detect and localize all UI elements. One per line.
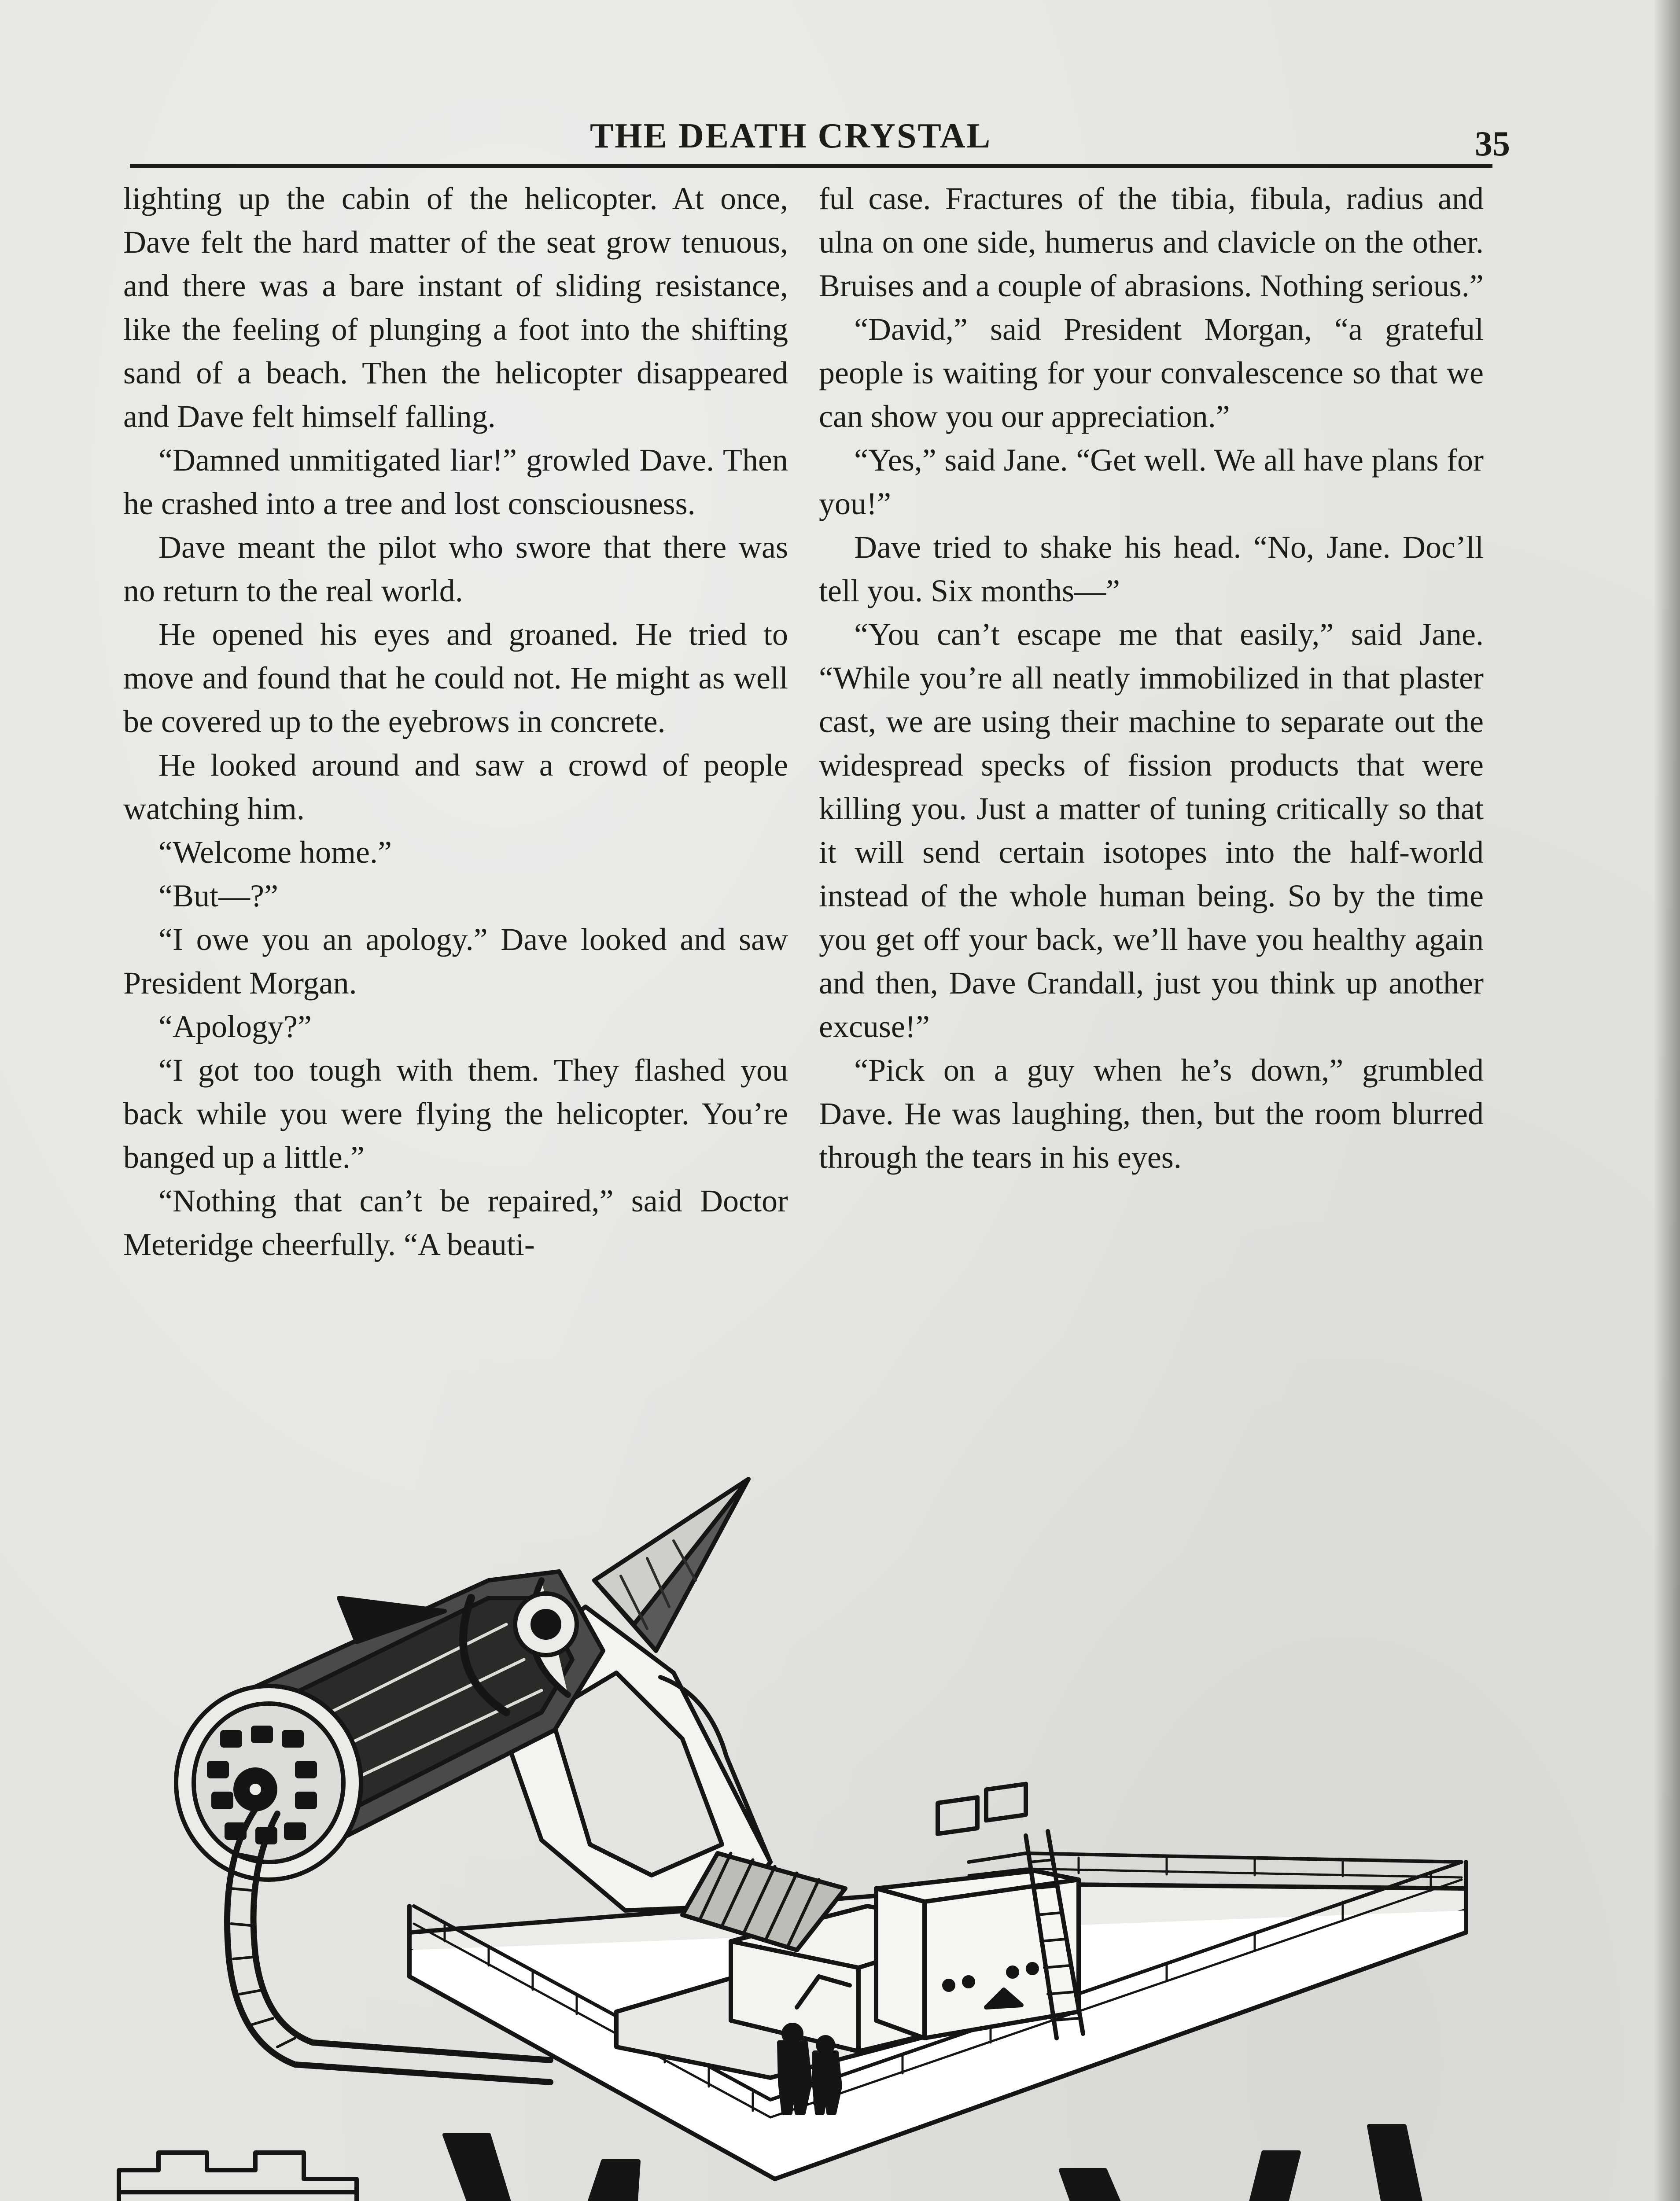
page-number: 35	[1475, 125, 1510, 163]
paragraph: Dave meant the pilot who swore that there was no return to the real world.	[123, 530, 788, 608]
paragraph: He looked around and saw a crowd of people watching him.	[123, 747, 788, 826]
paragraph: “Welcome home.”	[158, 835, 392, 870]
paragraph: He opened his eyes and groaned. He tried to move and found that he could not. He might as well be covered up to the eyebrows in concrete.	[123, 617, 788, 739]
machine-illustration	[110, 1466, 1492, 2201]
paragraph: lighting up the cabin of the helicopter. At once, Dave felt the hard matter of the seat grow tenuous, and there was a bare instant of sliding resistance, like the feeling of plunging a foot into the shifting sand of a beach. Then the helicopter disappeared and Dave felt himself falling.	[123, 181, 788, 434]
control-console	[876, 1784, 1079, 2038]
page-title: THE DEATH CRYSTAL	[590, 117, 992, 155]
paragraph: “I owe you an apology.” Dave looked and saw President Morgan.	[123, 922, 788, 1001]
paragraph: “Apology?”	[158, 1009, 312, 1044]
paragraph: “David,” said President Morgan, “a grateful people is waiting for your convalescence so that we can show you our appreciation.”	[819, 312, 1484, 434]
machine-cone	[594, 1479, 748, 1651]
paragraph: “Pick on a guy when he’s down,” grumbled Dave. He was laughing, then, but the room blurred through the tears in his eyes.	[819, 1053, 1484, 1175]
platform-supports	[445, 2126, 1440, 2201]
paragraph: “You can’t escape me that easily,” said Jane. “While you’re all neatly immobilized in that plaster cast, we are using their machine to separate out the widespread specks of fission products that were killing you. Just a matter of tuning critically so that it will send certain isotopes into the half-world instead of the whole human being. So by the time you get off your back, we’ll have you healthy again and then, Dave Crandall, just you think up another excuse!”	[819, 617, 1484, 1044]
paragraph: “Yes,” said Jane. “Get well. We all have plans for you!”	[819, 442, 1484, 521]
paragraph: Dave tried to shake his head. “No, Jane. Doc’ll tell you. Six months—”	[819, 530, 1484, 608]
paragraph: “Damned unmitigated liar!” growled Dave. Then he crashed into a tree and lost consciousness.	[123, 442, 788, 521]
right-text-column	[819, 177, 1484, 1179]
paragraph: “But—?”	[158, 878, 278, 913]
paragraph: “I got too tough with them. They flashed you back while you were flying the helicopter. You’re banged up a little.”	[123, 1053, 788, 1175]
page-edge-shadow	[1654, 0, 1680, 2201]
header-rule	[130, 164, 1492, 168]
paragraph: ful case. Fractures of the tibia, fibula, radius and ulna on one side, humerus and clavicle on the other. Bruises and a couple of abrasions. Nothing serious.”	[819, 181, 1484, 303]
running-head	[128, 111, 1510, 163]
paragraph: “Nothing that can’t be repaired,” said Doctor Meteridge cheerfully. “A beauti-	[123, 1183, 788, 1262]
left-text-column	[123, 177, 788, 1266]
